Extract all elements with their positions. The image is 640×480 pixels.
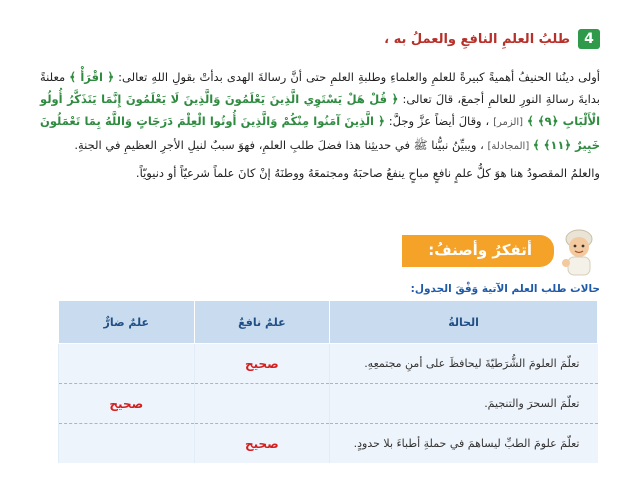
answer-mark: صحيح [244,356,279,371]
row-harmful-cell[interactable] [59,344,195,384]
header-harmful: علمٌ ضارٌّ [59,301,195,344]
paragraph-1 [40,66,600,158]
lesson-body [40,66,600,188]
table-header-row [59,301,598,344]
ref-mujadala: [المجادلة] [487,141,530,152]
table-row [59,384,598,424]
row-case: تعلّمَ علومَ الطبِّ ليساهمَ في حملةِ أطباءَ بلا حدودٍ. [330,424,598,464]
para1-end: ، ويبيِّنُ نبيُّنا ﷺ في حديثِنا هذا فضلَ طلبِ العلمِ، فهوَ سببٌ لنيلِ الأجرِ العظيمِ في الجنةِ. [74,138,484,152]
row-harmful-cell[interactable] [59,384,195,424]
answer-mark: صحيح [244,436,279,451]
paragraph-2: والعلمُ المقصودُ هنا هوَ كلُّ علمٍ نافعٍ مباحٍ ينفعُ صاحبَهُ ومجتمعَهُ ووطنَهُ إنْ كانَ علماً شرعيّاً أو دنيويّاً. [135,166,600,180]
row-useful-cell[interactable] [194,344,330,384]
row-harmful-cell[interactable] [59,424,195,464]
section-number: 4 [578,29,600,49]
think-classify-section [402,226,600,276]
ayah-iqra: ﴿ اقْرَأْ ﴾ [69,70,115,84]
para1-intro: أولى دينُنا الحنيفُ أهميةً كبيرةً للعلمِ والعلماءِ وطلبةِ العلمِ حتى أنَّ رسالةَ الهدى بدأتْ بقولِ اللهِ تعالى: [118,70,600,84]
table-row [59,344,598,384]
section-title: طلبُ العلمِ النافعِ والعملُ به ، [384,31,570,47]
para1-mid: معلنةً بدايةَ رسالةِ النورِ للعالمِ أجمعَ، قالَ تعالى: [40,70,600,106]
para1-mid2: ، وقالَ أيضاً عزَّ وجلَّ: [388,114,490,128]
activity-instruction: حالات طلب العلم الآتية وَفْقَ الجدول: [410,283,600,295]
ayah-zumar: ﴿ قُلْ هَلْ يَسْتَوِي الَّذِينَ يَعْلَمُونَ وَالَّذِينَ لَا يَعْلَمُونَ إِنَّمَا يَتَذَكَّرُ أُولُو الْأَلْبَابِ ﴿٩﴾ ﴾ [40,92,601,128]
row-useful-cell[interactable] [194,384,330,424]
think-classify-banner: أتفكرُ وأصنفُ: [402,235,554,267]
classification-table [58,300,598,463]
section-header [384,28,600,50]
row-case: تعلّمَ العلومَ الشُّرَطيّةَ ليحافظَ على أمنِ مجتمعِهِ. [330,344,598,384]
header-case: الحالةُ [330,301,598,344]
table-row [59,424,598,464]
answer-mark: صحيح [109,396,144,411]
student-character-icon [558,225,600,277]
row-useful-cell[interactable] [194,424,330,464]
ayah-mujadala: ﴿ الَّذِينَ آمَنُوا مِنْكُمْ وَالَّذِينَ أُوتُوا الْعِلْمَ دَرَجَاتٍ وَاللَّهُ بِمَا تَعْمَلُونَ خَبِيرٌ ﴿١١﴾ ﴾ [40,114,600,152]
ref-zumar: [الزمر] [493,117,524,128]
header-useful: علمٌ نافعٌ [194,301,330,344]
row-case: تعلّمَ السحرَ والتنجيمَ. [330,384,598,424]
